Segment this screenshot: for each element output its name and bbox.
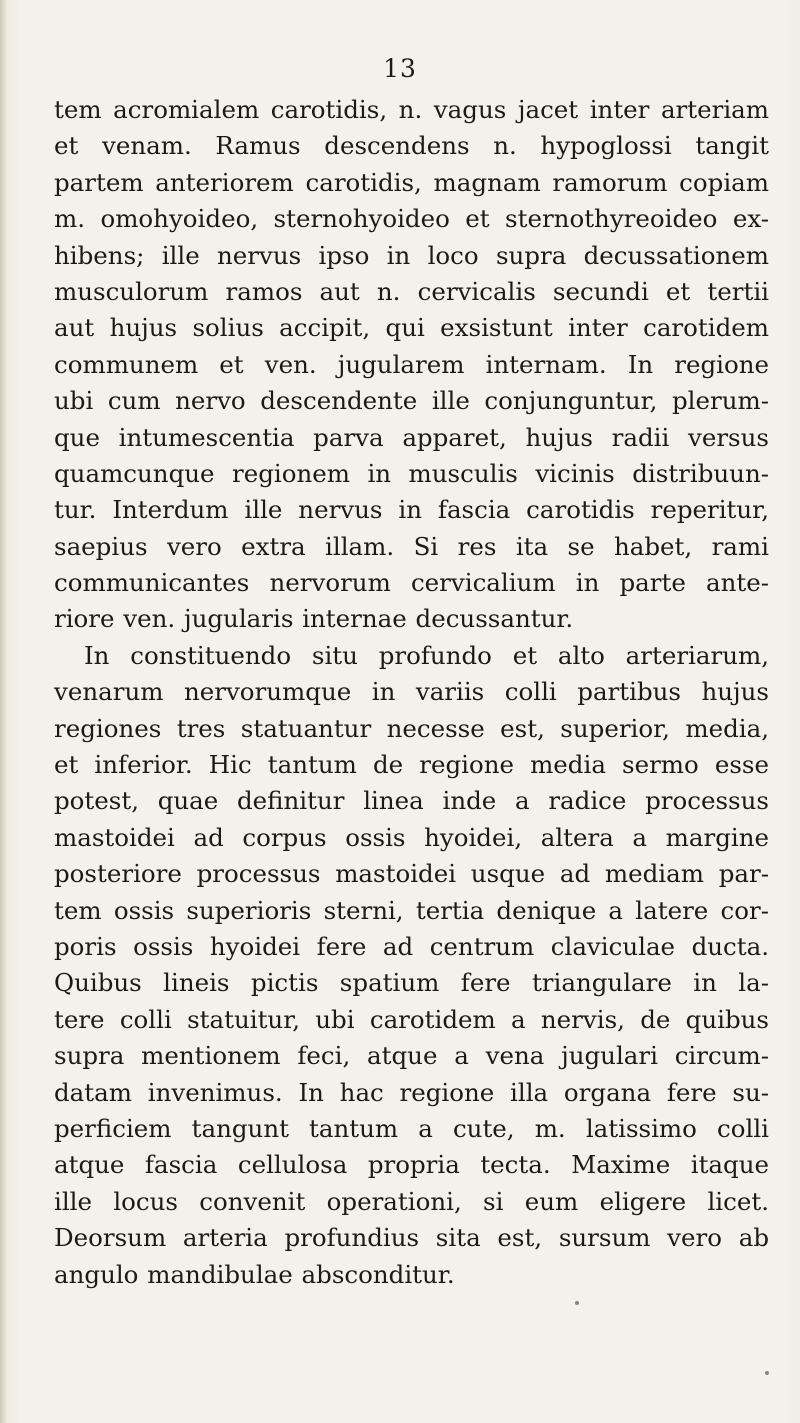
text-line: regiones tres statuantur necesse est, superior, media, xyxy=(54,713,769,743)
text-line: aut hujus solius accipit, qui exsistunt inter carotidem xyxy=(54,313,769,343)
text-line: ille locus convenit operationi, si eum eligere licet. xyxy=(54,1186,769,1216)
text-line: potest, quae definitur linea inde a radice processus xyxy=(54,786,769,816)
text-line: que intumescentia parva apparet, hujus radii versus xyxy=(54,422,769,452)
text-line: Deorsum arteria profundius sita est, sursum vero ab xyxy=(54,1223,769,1253)
text-line: communicantes nervorum cervicalium in parte ante- xyxy=(54,568,769,598)
text-line: tem acromialem carotidis, n. vagus jacet inter arteriam xyxy=(54,95,769,124)
paragraph-start-line: In constituendo situ profundo et alto arteriarum, xyxy=(84,640,769,670)
text-line: Quibus lineis pictis spatium fere triangulare in la- xyxy=(54,968,769,998)
text-line: m. omohyoideo, sternohyoideo et sternothyreoideo ex- xyxy=(54,204,769,234)
paragraph-end-line: riore ven. jugularis internae decussantur. xyxy=(54,604,574,634)
ink-speck xyxy=(765,1371,769,1375)
body-text xyxy=(54,92,769,1293)
ink-speck xyxy=(575,1301,579,1305)
text-line: datam invenimus. In hac regione illa organa fere su- xyxy=(54,1077,769,1107)
text-line: et venam. Ramus descendens n. hypoglossi tangit xyxy=(54,131,769,161)
text-line: musculorum ramos aut n. cervicalis secundi et tertii xyxy=(54,276,769,306)
text-line: tur. Interdum ille nervus in fascia carotidis reperitur, xyxy=(54,495,769,525)
text-line: communem et ven. jugularem internam. In regione xyxy=(54,349,769,379)
text-line: mastoidei ad corpus ossis hyoidei, altera a margine xyxy=(54,822,769,852)
page-number: 13 xyxy=(383,54,417,83)
text-line: hibens; ille nervus ipso in loco supra decussationem xyxy=(54,240,769,270)
text-line: venarum nervorumque in variis colli partibus hujus xyxy=(54,677,769,707)
text-line: supra mentionem feci, atque a vena jugulari circum- xyxy=(54,1041,769,1071)
text-line: quamcunque regionem in musculis vicinis distribuun- xyxy=(54,458,769,488)
text-line: partem anteriorem carotidis, magnam ramorum copiam xyxy=(54,167,769,197)
text-line: ubi cum nervo descendente ille conjunguntur, plerum- xyxy=(54,386,769,416)
text-line: et inferior. Hic tantum de regione media sermo esse xyxy=(54,750,769,780)
page-gutter-shadow xyxy=(0,0,6,1423)
text-line: perficiem tangunt tantum a cute, m. latissimo colli xyxy=(54,1113,769,1143)
text-line: tem ossis superioris sterni, tertia denique a latere cor- xyxy=(54,895,769,925)
paragraph-end-line: angulo mandibulae absconditur. xyxy=(54,1259,455,1289)
text-line: posteriore processus mastoidei usque ad mediam par- xyxy=(54,859,769,889)
text-line: tere colli statuitur, ubi carotidem a nervis, de quibus xyxy=(54,1004,769,1034)
text-line: poris ossis hyoidei fere ad centrum claviculae ducta. xyxy=(54,931,769,961)
text-line: atque fascia cellulosa propria tecta. Maxime itaque xyxy=(54,1150,769,1180)
text-line: saepius vero extra illam. Si res ita se habet, rami xyxy=(54,531,769,561)
